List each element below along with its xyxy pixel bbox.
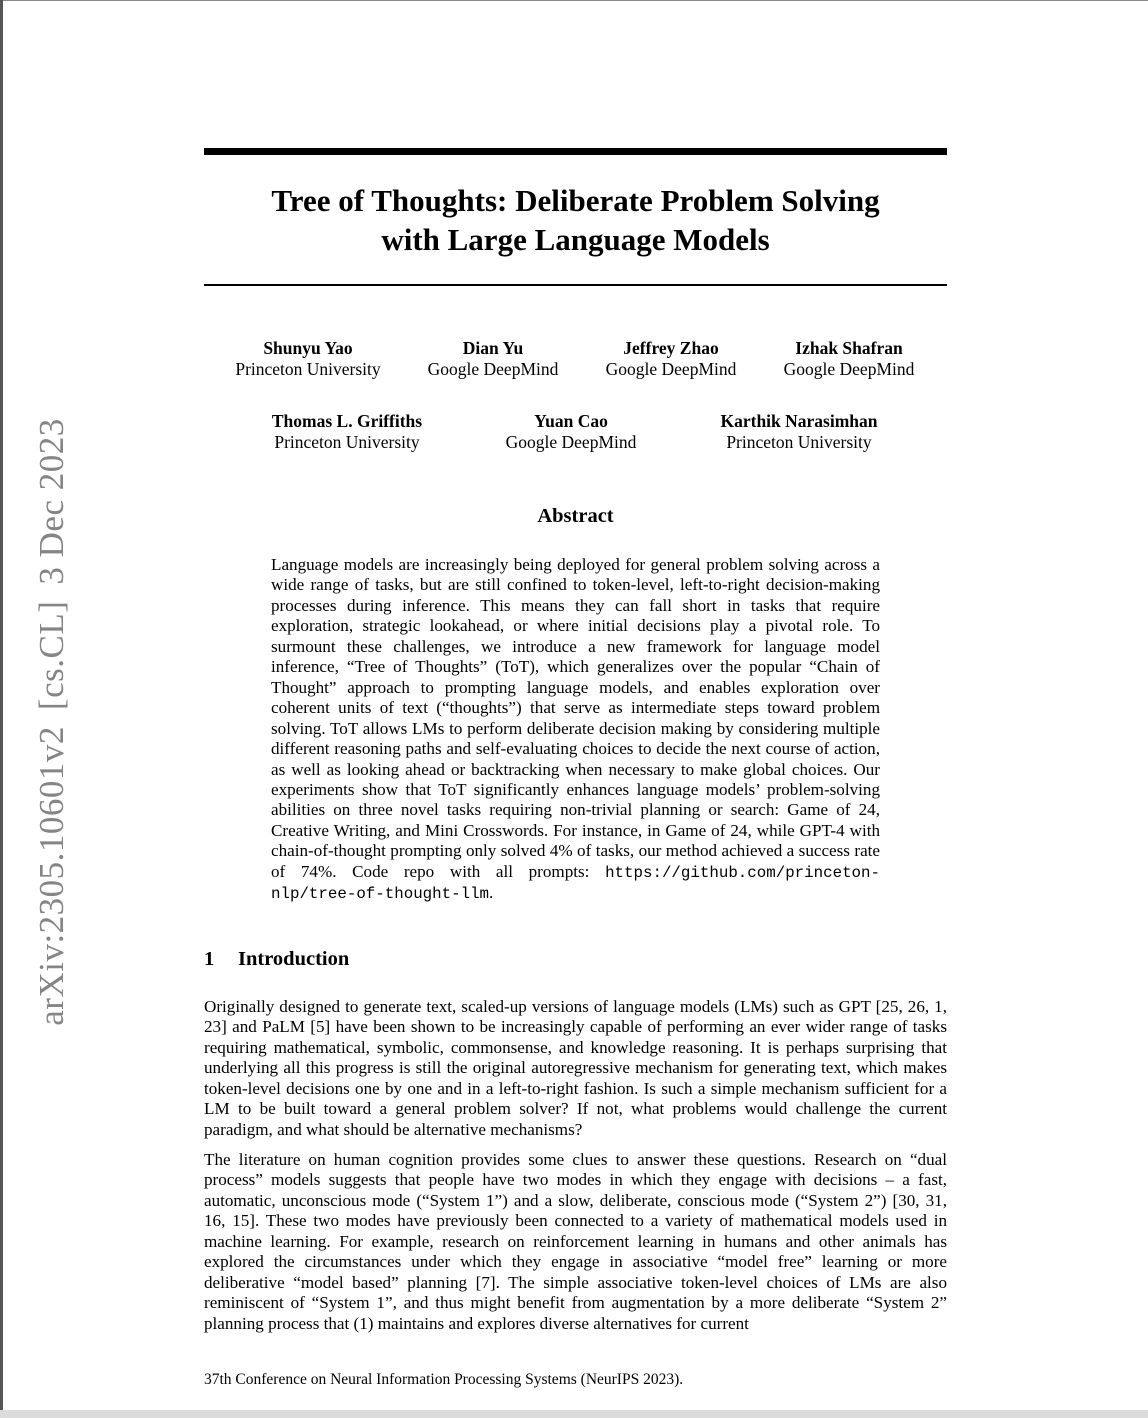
- page-bottom-strip: [0, 1410, 1148, 1418]
- arxiv-id: arXiv:2305.10601v2: [32, 726, 71, 1026]
- author-name: Dian Yu: [462, 338, 524, 358]
- code-repo-link[interactable]: https://github.com/princeton-nlp/tree-of-thought-llm: [271, 863, 880, 904]
- title-bottom-rule: [204, 284, 947, 286]
- author-block: [428, 338, 559, 380]
- paper-title: [204, 181, 947, 259]
- author-block: [506, 411, 637, 453]
- author-name: Shunyu Yao: [263, 338, 353, 358]
- author-affiliation: Princeton University: [726, 432, 872, 452]
- author-block: [272, 411, 422, 453]
- title-top-rule: [204, 148, 947, 155]
- section-title: Introduction: [238, 948, 350, 970]
- abstract-text: Language models are increasingly being deployed for general problem solving across a wide range of tasks, but are still confined to token-level, left-to-right decision-making processes during inference. This means they can fall short in tasks that require exploration, strategic lookahead, or where initial decisions play a pivotal role. To surmount these challenges, we introduce a new framework for language model inference, “Tree of Thoughts” (ToT), which generalizes over the popular “Chain of Thought” approach to prompting language models, and enables exploration over coherent units of text (“thoughts”) that serve as intermediate steps toward problem solving. ToT allows LMs to perform deliberate decision making by considering multiple different reasoning paths and self-evaluating choices to decide the next course of action, as well as looking ahead or backtracking when necessary to make global choices. Our experiments show that ToT significantly enhances language models’ problem-solving abilities on three novel tasks requiring non-trivial planning or search: Game of 24, Creative Writing, and Mini Crosswords. For instance, in Game of 24, while GPT-4 with chain-of-thought prompting only solved 4% of tasks, our method achieved a success rate of 74%. Code repo with all prompts:: [271, 555, 880, 881]
- author-affiliation: Google DeepMind: [605, 359, 737, 379]
- abstract-heading: Abstract: [537, 505, 614, 527]
- arxiv-category: [cs.CL]: [32, 600, 71, 711]
- section-heading-introduction: [204, 948, 349, 971]
- author-name: Yuan Cao: [534, 411, 608, 431]
- author-affiliation: Princeton University: [235, 359, 381, 379]
- paper-title-line-1: Tree of Thoughts: Deliberate Problem Solving: [271, 183, 880, 218]
- intro-paragraph-1: Originally designed to generate text, scaled-up versions of language models (LMs) such as GPT [25, 26, 1, 23] and PaLM [5] have been shown to be increasingly capable of performing an ever wider range of tasks requiring mathematical, symbolic, commonsense, and knowledge reasoning. It is perhaps surprising that underlying all this progress is still the original autoregressive mechanism for generating text, which makes token-level decisions one by one and in a left-to-right fashion. Is such a simple mechanism sufficient for a LM to be built toward a general problem solver? If not, what problems would challenge the current paradigm, and what should be alternative mechanisms?: [204, 997, 947, 1139]
- page-frame-left: [0, 0, 3, 1410]
- author-affiliation: Google DeepMind: [783, 359, 915, 379]
- arxiv-date: 3 Dec 2023: [32, 418, 71, 585]
- abstract-body: [271, 555, 880, 905]
- author-affiliation: Google DeepMind: [505, 432, 637, 452]
- author-name: Jeffrey Zhao: [623, 338, 719, 358]
- author-block: [720, 411, 877, 453]
- author-name: Karthik Narasimhan: [720, 411, 878, 431]
- abstract-end: .: [489, 883, 494, 903]
- author-name: Izhak Shafran: [795, 338, 903, 358]
- author-name: Thomas L. Griffiths: [271, 411, 423, 431]
- arxiv-identifier-stamp: [32, 418, 72, 1025]
- author-affiliation: Google DeepMind: [427, 359, 559, 379]
- page-frame-top: [0, 0, 1148, 1]
- intro-paragraph-2: The literature on human cognition provides some clues to answer these questions. Research on “dual process” models suggests that people have two modes in which they engage with decisions – a fast, automatic, unconscious mode (“System 1”) and a slow, deliberate, conscious mode (“System 2”) [30, 31, 16, 15]. These two modes have previously been connected to a variety of mathematical models used in machine learning. For example, research on reinforcement learning in humans and other animals has explored the circumstances under which they engage in associative “model free” learning or more deliberative “model based” planning [7]. The simple associative token-level choices of LMs are also reminiscent of “System 1”, and thus might benefit from augmentation by a more deliberate “System 2” planning process that (1) maintains and explores diverse alternatives for current: [204, 1150, 947, 1333]
- author-block: [784, 338, 915, 380]
- paper-title-line-2: with Large Language Models: [381, 222, 770, 257]
- author-block: [235, 338, 380, 380]
- section-number: 1: [204, 948, 215, 970]
- author-affiliation: Princeton University: [274, 432, 420, 452]
- conference-footnote: 37th Conference on Neural Information Processing Systems (NeurIPS 2023).: [204, 1371, 684, 1388]
- author-block: [606, 338, 737, 380]
